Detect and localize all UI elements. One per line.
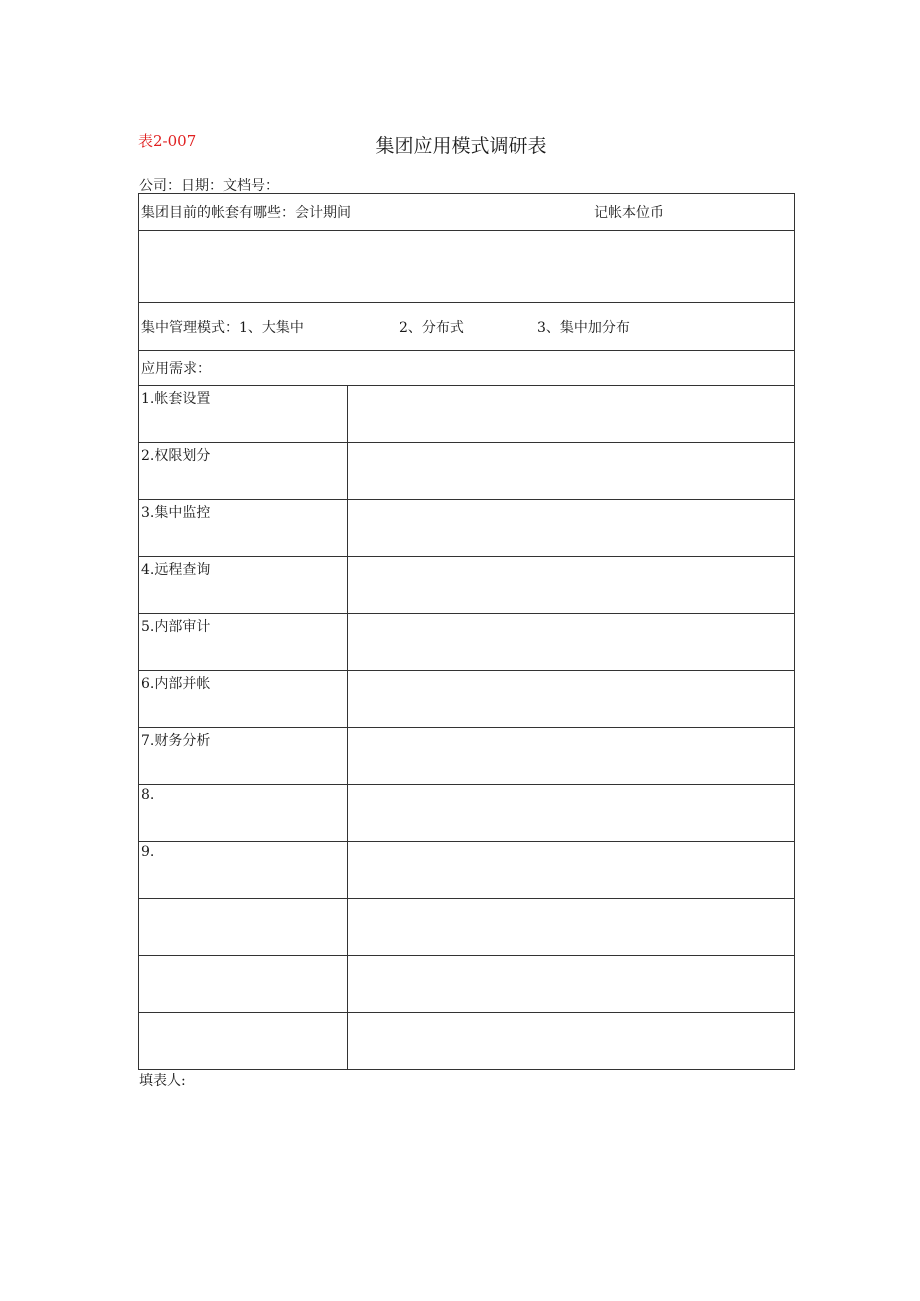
item-answer-cell[interactable] (348, 500, 795, 557)
mode-label: 集中管理模式：1、大集中 (141, 319, 304, 336)
item-label: 9. (139, 842, 348, 899)
table-row (139, 728, 795, 785)
mode-option-distributed: 2、分布式 (399, 319, 464, 336)
page-title: 集团应用模式调研表 (375, 135, 547, 157)
table-row (139, 1013, 795, 1070)
item-answer-cell[interactable] (348, 842, 795, 899)
item-label: 4.远程查询 (139, 557, 348, 614)
accounts-cell (139, 194, 795, 231)
table-row (139, 671, 795, 728)
meta-line: 公司：日期：文档号： (139, 178, 279, 194)
table-row (139, 443, 795, 500)
item-label: 6.内部并帐 (139, 671, 348, 728)
table-row (139, 614, 795, 671)
table-row (139, 842, 795, 899)
table-row (139, 557, 795, 614)
survey-table (138, 193, 795, 1070)
item-label: 2.权限划分 (139, 443, 348, 500)
requirements-row (139, 351, 795, 386)
item-label: 5.内部审计 (139, 614, 348, 671)
table-row (139, 956, 795, 1013)
item-label[interactable] (139, 956, 348, 1013)
form-code: 表2-007 (138, 132, 197, 150)
item-label: 1.帐套设置 (139, 386, 348, 443)
item-label: 8. (139, 785, 348, 842)
item-answer-cell[interactable] (348, 728, 795, 785)
item-answer-cell[interactable] (348, 443, 795, 500)
item-label[interactable] (139, 899, 348, 956)
mode-cell (139, 303, 795, 351)
item-answer-cell[interactable] (348, 785, 795, 842)
requirements-label: 应用需求： (139, 351, 795, 386)
table-row (139, 500, 795, 557)
item-answer-cell[interactable] (348, 614, 795, 671)
table-row (139, 785, 795, 842)
item-label: 7.财务分析 (139, 728, 348, 785)
item-answer-cell[interactable] (348, 1013, 795, 1070)
item-answer-cell[interactable] (348, 956, 795, 1013)
filler-label: 填表人: (139, 1073, 186, 1089)
table-row (139, 386, 795, 443)
accounts-row (139, 194, 795, 231)
item-answer-cell[interactable] (348, 386, 795, 443)
accounts-label: 集团目前的帐套有哪些：会计期间 (141, 205, 351, 221)
item-answer-cell[interactable] (348, 557, 795, 614)
table-row (139, 899, 795, 956)
mode-option-hybrid: 3、集中加分布 (537, 319, 630, 336)
item-answer-cell[interactable] (348, 671, 795, 728)
accounts-answer-row (139, 231, 795, 303)
item-answer-cell[interactable] (348, 899, 795, 956)
mode-row (139, 303, 795, 351)
currency-label: 记帐本位币 (594, 205, 664, 221)
accounts-answer-cell[interactable] (139, 231, 795, 303)
item-label[interactable] (139, 1013, 348, 1070)
item-label: 3.集中监控 (139, 500, 348, 557)
